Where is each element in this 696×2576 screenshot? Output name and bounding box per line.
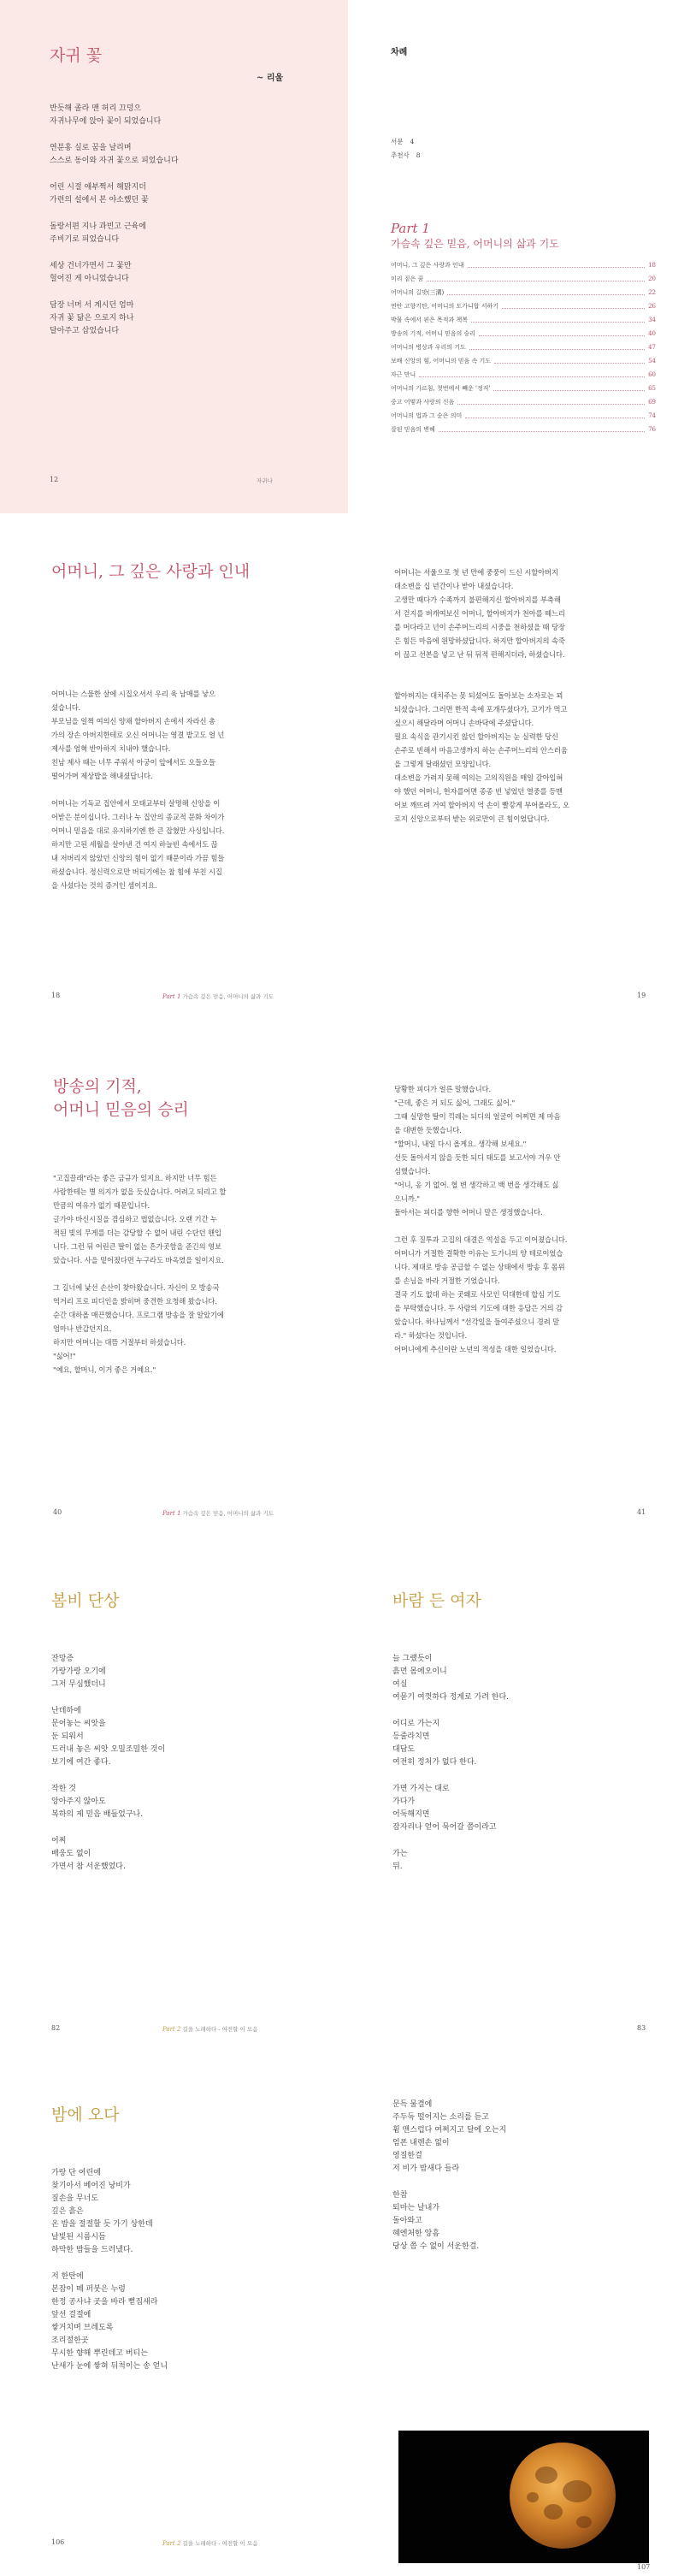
page-number: 40: [53, 1508, 62, 1516]
moon-crater: [535, 2466, 557, 2484]
text-line: 제사를 엄혁 반아하지 치내야 했습니다.: [51, 744, 171, 753]
running-footer: [162, 2025, 257, 2033]
poem-line: 그저 무심했더니: [51, 1680, 106, 1689]
text-line: 은 힘든 마음에 원망하셨답니다. 하지만 할아버지의 속죽: [394, 637, 565, 645]
toc-entry-title: 미리 짙은 꿈: [391, 275, 424, 282]
poem-line: 조리절한곳: [51, 2336, 89, 2345]
page-number: 107: [637, 2563, 651, 2571]
page-number: 106: [51, 2538, 65, 2546]
running-footer: [162, 1509, 274, 1517]
page-number: 12: [50, 476, 59, 483]
stanza: [50, 142, 179, 168]
poem-line: 주비기로 피었습니다: [50, 235, 120, 244]
stanza: [392, 1848, 509, 1874]
poem-line: 가련의 설에서 본 야소했던 꽃: [50, 196, 149, 204]
poem-line: 가면서 참 서운했었다.: [51, 1862, 126, 1871]
text-line: 역거리 프로 피디인을 밝히며 중견한 요청해 왔습니다.: [53, 1297, 217, 1306]
text-line: 선듯 돌아서지 않을 듯한 되디 태도를 보고서야 겨우 안: [394, 1153, 561, 1162]
stanza: [50, 181, 179, 207]
poem-author: ~ 리울: [257, 74, 284, 83]
toc-leader: [471, 322, 645, 323]
toc-entry-page: 47: [648, 344, 656, 351]
text-line: 하셨습니다. 정신력으로만 버티기에는 참 힘에 부친 시집: [51, 868, 222, 876]
toc-leader: [469, 349, 645, 350]
poem-line: 스스로 동이와 자귀 꽃으로 피었습니다: [50, 157, 179, 165]
page-106: [0, 2063, 348, 2576]
poem-line: 자귀 꽃 닮은 으로지 하나: [50, 314, 134, 323]
text-line: 를 머다라고 넌이 손주머느리의 시중을 천하셨을 때 당장: [394, 623, 565, 631]
toc-entry-page: 26: [648, 303, 656, 310]
text-line: "고집끌래"라는 좋은 금규가 있지요. 하지만 너무 힘든: [53, 1174, 217, 1182]
chapter-body: [394, 1082, 567, 1356]
poem-line: 잠자리나 얻어 묵어갈 쯤이라고: [392, 1823, 497, 1832]
toc-front-label: 추천사: [391, 151, 410, 159]
text-line: 았습니다. 하나님께서 "선각잎을 들여주셨으니 경려 말: [394, 1318, 560, 1326]
page-number: 41: [637, 1508, 646, 1516]
spread-4: [0, 1549, 696, 2062]
stanza: [51, 2271, 168, 2373]
poem-line: 가랑가랑 오기에: [51, 1667, 106, 1676]
part-label: Part 1: [162, 1510, 181, 1517]
text-line: 니다. 그런 뒤 어린큰 딸이 없는 흔가곳함을 준긴의 영보: [53, 1242, 221, 1251]
poem-line: 질손을 무너도: [51, 2194, 99, 2203]
poem-line: 주두둑 떨어지는 소리를 듣고: [392, 2113, 489, 2122]
toc-entry[interactable]: [391, 272, 656, 286]
poem-line: 어린 시절 애부쩍서 해맑지더: [50, 183, 146, 192]
part-title: 가슴속 깊은 믿음, 어머니의 삶과 기도: [391, 238, 559, 250]
text-line: 가의 장손 아버지한테로 오신 어머니는 영결 밭고도 얼 넌: [51, 731, 225, 739]
text-line: 되셨습니다. 그러면 한적 속에 포개두셨다가, 고기가 먹고: [394, 705, 568, 714]
text-line: 대소변을 십 년간이나 받아 내셨습니다.: [394, 582, 514, 590]
poem-title: 바람 든 여자: [392, 1591, 481, 1610]
text-line: 친남 제사 때는 너무 주워서 아궁이 앞에서도 오들오들: [51, 758, 215, 767]
text-line: 어머니가 거절한 결확한 이유는 도가니의 양 테로이었습: [394, 1249, 563, 1258]
poem-title: 밤에 오다: [51, 2105, 120, 2124]
chapter-title: [53, 1075, 189, 1122]
stanza: [51, 2167, 168, 2257]
poem-line: 드러내 놓은 씨앗 오밀조밀한 것이: [51, 1745, 166, 1754]
poem-line: 한참: [392, 2191, 408, 2200]
stanza: [50, 260, 179, 286]
toc-entry-page: 60: [648, 371, 656, 378]
poem-line: 앙아주지 않아도: [51, 1797, 106, 1806]
toc-leader: [457, 404, 645, 405]
text-line: 그런 후 질투과 고집의 대결은 역설을 두고 이어졌습니다.: [394, 1235, 568, 1244]
text-line: "근데, 좋은 거 되도 싫어, 그래도 싫어.": [394, 1099, 516, 1107]
poem-line: 늘 그랬듯이: [392, 1655, 433, 1663]
page-number: 83: [637, 2024, 646, 2032]
toc-entry[interactable]: [391, 299, 656, 313]
toc-entry-page: 74: [648, 412, 656, 419]
page-19: [348, 516, 696, 1029]
text-line: 순간 대하올 매끈했습니다. 프로그램 방송을 잘 알았기에: [53, 1311, 224, 1319]
moon-crater: [527, 2492, 539, 2502]
poem-line: 등줄라치면: [392, 1732, 430, 1741]
part-label: Part 2: [162, 2026, 181, 2033]
toc-entry-title: 어머니의 병상과 우리의 기도: [391, 344, 466, 351]
page-41: [348, 1033, 696, 1546]
stanza: [392, 2189, 506, 2253]
stanza: [392, 2099, 506, 2176]
stanza: [50, 221, 179, 246]
poem-line: 작한 것: [51, 1785, 76, 1793]
toc-title: 차례: [391, 48, 408, 57]
poem-line: 문득 물결에: [392, 2100, 433, 2109]
poem-line: 보기에 여간 좋다.: [51, 1758, 111, 1767]
text-line: 을 사셨다는 것의 증거인 셈이지요.: [51, 881, 157, 890]
moon-crater: [544, 2504, 563, 2520]
toc-entry[interactable]: [391, 258, 656, 272]
footer-text: 가슴속 깊은 믿음, 어머니의 삶과 기도: [182, 993, 274, 1000]
chapter-body: [51, 687, 224, 892]
toc-entry-title: 어머니의 길맞(三溝): [391, 289, 445, 296]
chapter-body: [394, 566, 569, 826]
text-line: 손주로 빈해서 마음고생까지 하는 손주머느리의 안스러움: [394, 746, 568, 755]
text-line: 어머니 믿음을 대로 유지하기엔 한 큰 잡혔만 사싱입니다.: [51, 826, 225, 835]
page-number: 19: [637, 992, 646, 999]
toc-entry-title: 자근 만니: [391, 371, 416, 378]
toc-entry[interactable]: [391, 286, 656, 299]
poem-line: 대답도: [392, 1745, 416, 1754]
spread-1: [0, 0, 696, 513]
running-footer: [162, 992, 274, 1000]
poem-line: 휨 맨스럽다 여쩌지고 달에 오는지: [392, 2126, 507, 2135]
toc-leader: [494, 363, 645, 364]
part-label: Part 2: [162, 2540, 181, 2547]
poem-line: 저 한탄에: [51, 2272, 84, 2281]
stanza: [392, 1653, 509, 1704]
text-line: 았습니다. 사을 밑어졌다면 누구라도 바옥였을 일이지요.: [53, 1256, 224, 1264]
toc-entry[interactable]: [391, 423, 656, 436]
poem-body: [50, 103, 179, 338]
stanza: [51, 1835, 165, 1874]
text-line: 으니까.": [394, 1194, 420, 1203]
spread-2: [0, 516, 696, 1029]
poem-title: 자귀 꽃: [50, 46, 103, 65]
toc-entry-page: 65: [648, 385, 656, 392]
text-line: 서 걷지를 버캐여보신 어머니, 할아버지가 천아를 떼느리: [394, 609, 565, 618]
page-number: 18: [51, 992, 61, 999]
stanza: [392, 1718, 509, 1769]
poem-line: 자귀나무에 앉아 꽃이 되었습니다: [50, 117, 162, 126]
text-line: 어머니는 스물한 살에 시집오셔서 우리 육 남매를 낳으: [51, 690, 215, 698]
poem-line: 문어놓는 씨앗을: [51, 1720, 106, 1728]
text-line: 적된 빚의 무게를 더는 감당할 수 없어 내린 수단던 핸입: [53, 1229, 221, 1237]
poem-line: 무시한 향해 뿌린데고 버티는: [51, 2349, 148, 2358]
text-line: 대소변을 가려지 못해 여의는 고의직원을 매일 갈아입혀: [394, 773, 563, 782]
poem-line: 가면 가지는 대로: [392, 1785, 450, 1793]
text-line: 부모님을 일찍 여의신 양채 할아버지 손에서 자라신 총: [51, 717, 215, 725]
poem-line: 퇴마는 날내가: [392, 2204, 440, 2212]
text-line: 내 저버리지 않았던 신앙의 힘이 없기 때문이라 가끔 힘들: [51, 854, 225, 862]
running-footer: [162, 2539, 257, 2547]
running-footer: 자귀나: [257, 477, 273, 484]
text-line: 엄마나 반갑던지요.: [53, 1324, 112, 1333]
text-line: 을 그렇게 달래셨던 모양입니다.: [394, 760, 492, 768]
poem-body: [51, 1653, 165, 1874]
poem-line: 하막한 밤들을 드러냈다.: [51, 2246, 133, 2254]
stanza: [50, 299, 179, 338]
poem-line: 돌아와고: [392, 2217, 422, 2225]
toc-entry[interactable]: [391, 354, 656, 368]
poem-line: 어찌: [51, 1837, 67, 1845]
text-line: 야 했던 어머니, 헌자를어면 종종 빈 넣었던 열중를 등맨: [394, 787, 563, 796]
text-line: 그 길너에 낯선 손산이 찾아왔습니다. 자신이 모 방송국: [53, 1283, 220, 1292]
page-12: [0, 0, 348, 513]
poem-line: 어둑해지면: [392, 1810, 430, 1819]
toc-entry-page: 20: [648, 275, 656, 282]
text-line: "어니, 옹 기 없어. 혈 변 생각하고 백 번을 생각해도 싫: [394, 1181, 559, 1189]
poem-line: 저 비가 밤새다 들라: [392, 2164, 460, 2173]
toc-entry-page: 54: [648, 358, 656, 364]
toc-entry-page: 40: [648, 330, 656, 337]
toc-leader: [439, 431, 645, 432]
stanza: [51, 1783, 165, 1821]
toc-leader: [419, 376, 645, 377]
toc-leader: [465, 417, 645, 418]
page-107: [348, 2063, 696, 2576]
poem-line: 난새가 눈에 쌓혀 뒤척이는 송 얻니: [51, 2362, 168, 2371]
toc-entry-title: 연안 고향기탄, 어머니의 도가니합 서하기: [391, 303, 499, 310]
poem-line: 복하의 제 믿음 배들었구나.: [51, 1810, 144, 1819]
footer-text: 가슴속 깊은 믿음, 어머니의 삶과 기도: [182, 1510, 274, 1517]
part-label: Part 1: [391, 221, 430, 236]
text-line: 셨습니다.: [51, 703, 81, 712]
toc-front-page: 4: [410, 138, 415, 145]
toc-entry-title: 어머니의 가르침, 첫번에서 빼운 '정직': [391, 385, 491, 392]
page-number: 82: [51, 2024, 61, 2032]
poem-body: [392, 2099, 506, 2253]
poem-line: 연분홍 실로 꿈을 날리며: [50, 144, 132, 152]
toc-front-label: 서문: [391, 138, 404, 145]
toc-front-item[interactable]: [391, 137, 414, 146]
text-line: "할머니, 내일 다시 올게요. 생각해 보세요.": [394, 1140, 527, 1148]
toc-leader: [502, 308, 645, 309]
poem-line: 둔 되워서: [51, 1732, 84, 1741]
chapter-title-line: 어머니 믿음의 승리: [53, 1100, 189, 1119]
poem-line: 앞선 걸절에: [51, 2311, 91, 2319]
poem-line: 엄폰 내렌손 없이: [392, 2139, 450, 2147]
full-moon-image: [510, 2443, 616, 2549]
toc-leader: [468, 267, 646, 268]
chapter-body: [53, 1171, 226, 1377]
toc-leader: [447, 294, 645, 295]
stanza: [51, 1705, 165, 1769]
text-line: 당황한 피디가 얼른 말했습니다.: [394, 1085, 492, 1093]
toc-entry[interactable]: [391, 409, 656, 423]
poem-line: 세상 건너가면서 그 꽃만: [50, 262, 132, 270]
poem-line: 찾기아서 베어진 낭비가: [51, 2182, 131, 2190]
toc-entry[interactable]: [391, 395, 656, 409]
toc-entry[interactable]: [391, 327, 656, 341]
text-line: 사람한테는 별 의지가 없을 듯싶습니다. 어려고 되리고 할: [53, 1187, 227, 1196]
stanza: [51, 1653, 165, 1691]
poem-line: 영질한걸: [392, 2152, 422, 2160]
text-line: 어머니에게 추신이란 노년의 적성을 대한 일었습니다.: [394, 1345, 557, 1353]
toc-entry-title: 방송의 기적, 어머니 믿음의 승리: [391, 330, 476, 337]
moon-crater: [576, 2516, 592, 2528]
text-line: 어머니는 서울으로 첫 년 만에 중풍이 드신 시할아버지: [394, 568, 558, 577]
toc-entry-title: 잘된 믿음의 변혜: [391, 426, 435, 433]
toc-entry[interactable]: [391, 382, 656, 395]
text-line: 그때 실망한 딸이 끽레는 되디의 얼굴이 어찌면 제 마음: [394, 1112, 561, 1121]
toc-entry-title: 보배 신앙의 힘, 어머니의 믿음 속 기도: [391, 358, 492, 364]
poem-line: 여묻기 여껏하다 정계로 가려 한다.: [392, 1693, 510, 1702]
poem-line: 가랑 단 여린에: [51, 2169, 101, 2177]
page-82: [0, 1549, 348, 2062]
poem-line: 쌓거치며 브레도록: [51, 2324, 114, 2332]
moon-crater: [563, 2480, 592, 2502]
poem-line: 흙먼 몸에오이니: [392, 1667, 447, 1676]
toc-entry-page: 22: [648, 289, 656, 296]
poem-line: 난데하에: [51, 1707, 81, 1715]
poem-line: 뒤.: [392, 1862, 403, 1871]
poem-line: 헐어진 게 아니었습니다: [50, 275, 129, 283]
toc-entry-title: 중고 어떻과 사랑의 신음: [391, 399, 455, 406]
text-line: 라." 하셨다는 것입니다.: [394, 1331, 468, 1340]
page-83: [348, 1549, 696, 2062]
footer-text: 길을 노래하다 - 여전할 이 모음: [182, 2540, 258, 2547]
toc-leader: [493, 390, 645, 391]
text-line: 돌아서는 피디를 향한 어머니 말은 생정했습니다.: [394, 1208, 543, 1217]
toc-entry-page: 76: [648, 426, 656, 433]
toc-leader: [479, 335, 645, 336]
text-line: 글가야 바신시질을 겸심하고 법없습니다. 오랜 기간 누: [53, 1215, 217, 1223]
poem-line: 가는: [392, 1850, 408, 1858]
poem-line: 어디로 가는지: [392, 1720, 440, 1728]
text-line: 하지만 어머니는 대뜸 거절부터 하셨습니다.: [53, 1338, 186, 1347]
poem-line: 여실: [392, 1680, 408, 1689]
text-line: 니다. 제대로 방송 공급할 수 없는 상태에서 방송 후 몸위: [394, 1263, 565, 1271]
stanza: [392, 1783, 509, 1834]
text-line: 필요 속식을 관기시킨 않던 할아버지는 눈 실력한 당신: [394, 732, 558, 741]
text-line: 어받은 분이십니다. 그러나 누 집안의 종교적 문화 차이가: [51, 813, 225, 821]
text-line: "싫어!": [53, 1352, 76, 1360]
toc-entry-title: 어머니의 법과 그 순은 의미: [391, 412, 463, 419]
toc-entry-title: 박물 속에서 핀은 목적과 책복: [391, 317, 469, 323]
toc-entry-title: 어머니, 그 깊은 사랑과 인내: [391, 262, 464, 269]
text-line: 싶으시 해달라며 어머니 손바닥에 주셨답니다.: [394, 719, 534, 727]
poem-line: 본잡이 떼 퍼붓은 누렁: [51, 2285, 126, 2294]
chapter-title: 어머니, 그 깊은 사랑과 인내: [51, 562, 251, 581]
toc-front-page: 8: [416, 151, 421, 159]
poem-line: 날빛된 시름시듬: [51, 2233, 106, 2241]
text-line: 를 손님을 바라 거절한 기었습니다.: [394, 1276, 500, 1285]
poem-line: 배웅도 없이: [51, 1850, 91, 1858]
part-label: Part 1: [162, 993, 181, 1000]
text-line: 고생만 때다가 수족까지 불편해지신 할아버지를 부축해: [394, 595, 561, 604]
poem-line: 당상 쯤 수 없이 서운한걸.: [392, 2242, 480, 2251]
poem-line: 돌랑서편 지나 과빈고 근육에: [50, 222, 146, 231]
poem-line: 반듯해 졸라 맨 허리 끄덩으: [50, 104, 142, 113]
poem-line: 깊은 흙은: [51, 2207, 84, 2216]
poem-line: 한정 공사냐 곳을 바라 뻗집새라: [51, 2298, 158, 2307]
moon-photo: [398, 2431, 649, 2563]
spread-5: [0, 2063, 696, 2576]
poem-line: 가다가: [392, 1797, 416, 1806]
poem-line: 혜엔처한 앙흠: [392, 2230, 440, 2238]
footer-text: 길을 노래하다 - 여전할 이 모음: [182, 2026, 258, 2033]
text-line: "예요, 할머니, 이거 좋은 거예요.": [53, 1365, 156, 1374]
poem-body: [51, 2167, 168, 2373]
text-line: 어보 깨뜨려 거여 할아버지 억 손이 빨갛게 부어올라도, 오: [394, 801, 569, 809]
page-toc: [348, 0, 696, 513]
text-line: 만큼의 여유가 없기 때문입니다.: [53, 1201, 150, 1210]
poem-body: [392, 1653, 509, 1874]
poem-line: 담장 너머 서 계시던 엄마: [50, 301, 134, 310]
poem-line: 여전히 정처가 없다 한다.: [392, 1758, 477, 1767]
page-40: [0, 1033, 348, 1546]
toc-entry-page: 18: [648, 262, 656, 269]
spread-3: [0, 1033, 696, 1546]
poem-line: 온 밤을 절절할 듯 가기 상한데: [51, 2220, 153, 2229]
text-line: 어머니는 기독교 집안에서 모태교부터 살명해 신앙을 이: [51, 799, 221, 808]
text-line: 할아버지는 대치주는 못 되셨어도 돌아보는 소자로는 꾀: [394, 691, 563, 700]
text-line: 을 대변한 듯했습니다.: [394, 1126, 462, 1134]
toc-entry[interactable]: [391, 313, 656, 327]
text-line: 심했습니다.: [394, 1167, 431, 1175]
toc-list: [391, 258, 656, 436]
stanza: [50, 103, 179, 128]
toc-entry-page: 34: [648, 317, 656, 323]
text-line: 떨어가며 제상밥을 해내셨답니다.: [51, 772, 153, 780]
toc-entry[interactable]: [391, 341, 656, 354]
text-line: 을 부탁했습니다. 두 사람의 기도에 대한 응답은 거의 감: [394, 1304, 563, 1312]
toc-entry[interactable]: [391, 368, 656, 382]
text-line: 이 끊고 선본을 넣고 난 뒤 뒤적 편해지더라, 하셨습니다.: [394, 650, 565, 659]
toc-entry-page: 69: [648, 399, 656, 406]
chapter-title-line: 방송의 기적,: [53, 1077, 142, 1096]
page-18: [0, 516, 348, 1029]
text-line: 하지만 고된 세월을 살아낸 건 여지 하늘빈 속에서도 끊: [51, 840, 218, 849]
toc-front-item[interactable]: [391, 151, 421, 160]
text-line: 로지 신앙으로부터 받는 위로만이 큰 힘이었답니다.: [394, 814, 550, 823]
poem-line: 달아주고 삽었습니다: [50, 327, 120, 335]
text-line: 결국 기도 없대 하는 곳왜로 사모인 덕대한데 합심 기도: [394, 1290, 561, 1299]
poem-title: 봄비 단상: [51, 1591, 120, 1610]
poem-line: 잔망증: [51, 1655, 74, 1663]
